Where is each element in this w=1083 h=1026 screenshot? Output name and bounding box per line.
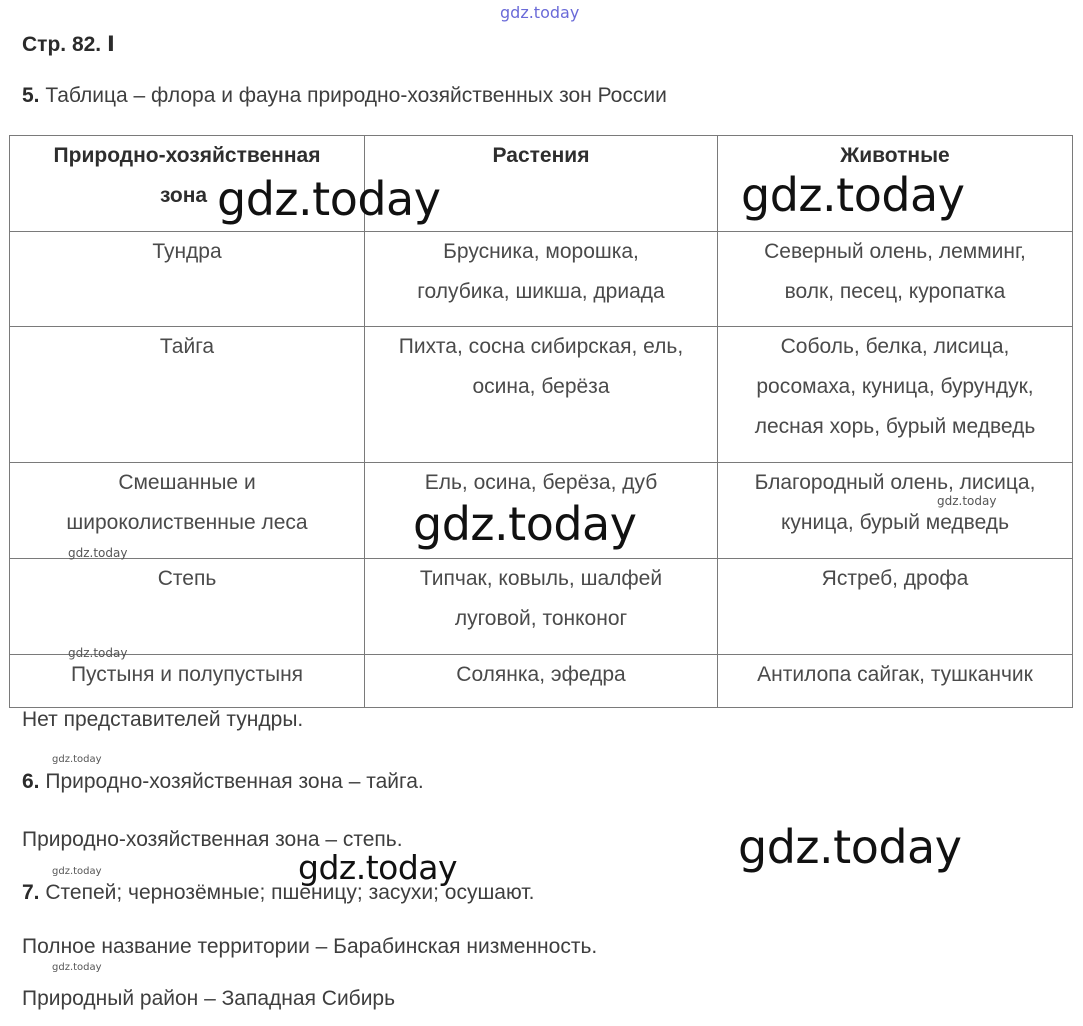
note-no-tundra: Нет представителей тундры. xyxy=(22,708,304,731)
watermark-large: gdz.today xyxy=(413,497,637,551)
cell-text: росомаха, куница, бурундук, xyxy=(756,375,1034,398)
cell-text: Степь xyxy=(157,567,217,590)
watermark-small: gdz.today xyxy=(52,754,102,765)
cell-text: Типчак, ковыль, шалфей xyxy=(419,567,663,590)
cell-text: Соболь, белка, лисица, xyxy=(780,335,1010,358)
table-row xyxy=(10,655,1073,708)
table-header-row xyxy=(10,136,1073,232)
cell-zone xyxy=(10,232,365,327)
cell-text: широколиственные леса xyxy=(66,511,308,534)
watermark-small: gdz.today xyxy=(52,866,102,877)
cell-text: Пустыня и полупустыня xyxy=(70,663,304,686)
task-5-number: 5. xyxy=(22,84,40,107)
cell-zone xyxy=(10,327,365,463)
cell-text: лесная хорь, бурый медведь xyxy=(754,415,1036,438)
cell-text: Благородный олень, лисица, xyxy=(754,471,1036,494)
cell-text: луговой, тонконог xyxy=(454,607,628,630)
table-row xyxy=(10,232,1073,327)
task-7-answer xyxy=(22,881,534,905)
cell-text: Ель, осина, берёза, дуб xyxy=(424,471,658,494)
task-6-number: 6. xyxy=(22,770,40,793)
watermark-medium: gdz.today xyxy=(298,848,458,887)
task-5-heading xyxy=(22,84,667,108)
watermark-small: gdz.today xyxy=(52,962,102,973)
cell-animals xyxy=(718,655,1073,708)
task-7-text: Степей; чернозёмные; пшеницу; засухи; осушают. xyxy=(39,881,535,904)
cell-text: Солянка, эфедра xyxy=(456,663,626,686)
table-row xyxy=(10,463,1073,559)
cell-zone xyxy=(10,655,365,708)
watermark-small: gdz.today xyxy=(68,546,128,560)
cell-plants xyxy=(365,327,718,463)
header-plants: Растения xyxy=(365,136,718,232)
territory-answer: Полное название территории – Барабинская низменность. xyxy=(22,935,598,958)
cell-zone xyxy=(10,559,365,655)
watermark-large: gdz.today xyxy=(738,820,962,874)
cell-plants xyxy=(365,463,718,559)
watermark-small: gdz.today xyxy=(68,646,128,660)
watermark-small: gdz.today xyxy=(937,494,997,508)
region-answer: Природный район – Западная Сибирь xyxy=(22,987,396,1010)
cell-zone xyxy=(10,463,365,559)
watermark-large: gdz.today xyxy=(741,168,965,222)
cell-text: Ястреб, дрофа xyxy=(821,567,969,590)
table-row xyxy=(10,559,1073,655)
cell-text: осина, берёза xyxy=(472,375,610,398)
cell-text: Антилопа сайгак, тушканчик xyxy=(757,663,1033,686)
cell-text: голубика, шикша, дриада xyxy=(417,280,665,303)
header-zone-line-1: Природно-хозяйственная xyxy=(53,144,321,167)
site-watermark-top: gdz.today xyxy=(500,3,580,22)
cell-text: Тундра xyxy=(152,240,222,263)
cell-plants xyxy=(365,232,718,327)
page-reference: Стр. 82. Ⅰ xyxy=(22,33,115,56)
task-7-number: 7. xyxy=(22,881,40,904)
cell-animals xyxy=(718,463,1073,559)
cell-text: Брусника, морошка, xyxy=(443,240,639,263)
cell-text: Северный олень, лемминг, xyxy=(764,240,1026,263)
cell-plants xyxy=(365,559,718,655)
cell-animals xyxy=(718,559,1073,655)
header-animals: Животные xyxy=(718,136,1073,232)
zone-steppe-answer: Природно-хозяйственная зона – степь. xyxy=(22,828,403,851)
cell-text: Смешанные и xyxy=(118,471,256,494)
cell-text: Пихта, сосна сибирская, ель, xyxy=(398,335,684,358)
cell-text: куница, бурый медведь xyxy=(780,511,1010,534)
cell-plants xyxy=(365,655,718,708)
task-6-text: Природно-хозяйственная зона – тайга. xyxy=(39,770,424,793)
cell-text: Тайга xyxy=(159,335,215,358)
cell-animals xyxy=(718,232,1073,327)
table-row xyxy=(10,327,1073,463)
cell-animals xyxy=(718,327,1073,463)
watermark-large: gdz.today xyxy=(217,172,441,226)
task-5-text: Таблица – флора и фауна природно-хозяйственных зон России xyxy=(39,84,667,107)
header-zone-line-2: зона xyxy=(160,184,208,207)
task-6-answer xyxy=(22,770,424,794)
header-zone xyxy=(10,136,365,232)
cell-text: волк, песец, куропатка xyxy=(784,280,1006,303)
zones-table xyxy=(9,135,1073,708)
